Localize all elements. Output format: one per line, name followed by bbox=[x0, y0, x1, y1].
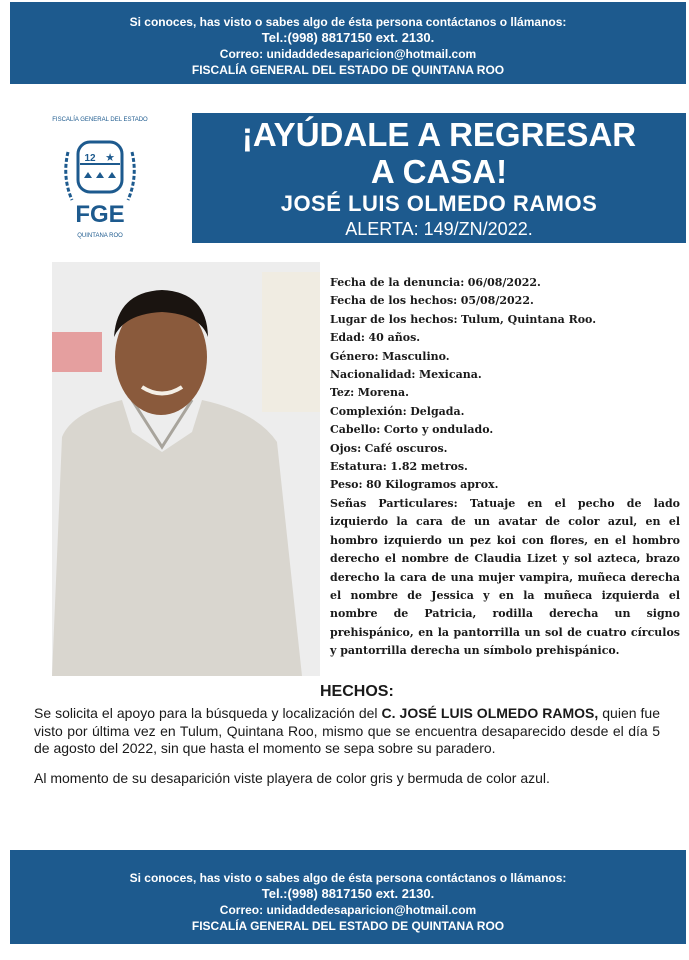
senas-value: Tatuaje en el pecho de lado izquierdo la cara de un avatar de color azul, en el hombro izquierdo un pez koi con flores, en el hombro derecho el nombre de Claudia Lizet y sol azteca, brazo derecho la cara de una mujer vampira, muñeca derecha el nombre de Jessica y en la muñeca izquierda el nombre de Patricia, rodilla derecha un signo prehispánico, en la pantorrilla un sol de cuatro círculos y pantorrilla derecha un símbolo prehispánico. bbox=[330, 496, 680, 658]
alert-number: ALERTA: 149/ZN/2022. bbox=[345, 219, 533, 239]
detail-row bbox=[330, 384, 680, 402]
detail-row bbox=[330, 440, 680, 458]
detail-row bbox=[330, 329, 680, 347]
detail-value: 40 años. bbox=[368, 331, 421, 345]
detail-label: Estatura: bbox=[330, 460, 387, 474]
detail-label: Fecha de los hechos: bbox=[330, 294, 458, 308]
detail-value: 80 Kilogramos aprox. bbox=[366, 478, 499, 492]
bottom-contact-banner bbox=[10, 850, 686, 944]
detail-row bbox=[330, 292, 680, 310]
logo-top-text: FISCALÍA GENERAL DEL ESTADO bbox=[52, 117, 148, 123]
hechos-p1-end: quien fue visto por última vez en Tulum, Quintana Roo, mismo que se encuentra desaparecido desde el día 5 de agosto del 2022, sin que hasta el momento se sepa sobre su paradero. bbox=[34, 705, 660, 756]
svg-text:12: 12 bbox=[84, 153, 96, 164]
banner-contact-line: Si conoces, has visto o sabes algo de ésta persona contáctanos o llámanos: bbox=[129, 871, 567, 885]
logo-bottom-text: QUINTANA ROO bbox=[77, 233, 123, 239]
svg-text:★: ★ bbox=[105, 151, 115, 164]
detail-value: 05/08/2022. bbox=[460, 294, 534, 308]
detail-row bbox=[330, 274, 680, 292]
detail-row bbox=[330, 421, 680, 439]
title-box bbox=[192, 113, 686, 243]
top-contact-banner bbox=[10, 2, 686, 84]
detail-row bbox=[330, 311, 680, 329]
banner-phone: Tel.:(998) 8817150 ext. 2130. bbox=[261, 886, 435, 901]
hechos-paragraph-1 bbox=[34, 705, 660, 758]
detail-label: Lugar de los hechos: bbox=[330, 312, 458, 326]
detail-value: Mexicana. bbox=[418, 368, 482, 382]
detail-value: Morena. bbox=[357, 386, 409, 400]
detail-label: Cabello: bbox=[330, 423, 381, 437]
detail-row bbox=[330, 476, 680, 494]
detail-value: Masculino. bbox=[382, 349, 450, 363]
detail-label: Complexión: bbox=[330, 404, 407, 418]
detail-label: Edad: bbox=[330, 331, 365, 345]
banner-agency: FISCALÍA GENERAL DEL ESTADO DE QUINTANA ROO bbox=[191, 919, 505, 933]
hechos-text bbox=[34, 705, 660, 799]
detail-row bbox=[330, 458, 680, 476]
distinguishing-marks bbox=[330, 495, 680, 661]
person-photo bbox=[52, 262, 320, 676]
fge-logo bbox=[50, 112, 150, 242]
person-name: JOSÉ LUIS OLMEDO RAMOS bbox=[280, 191, 598, 216]
detail-label: Peso: bbox=[330, 478, 363, 492]
banner-email: Correo: unidaddedesaparicion@hotmail.com bbox=[219, 47, 477, 61]
banner-contact-line: Si conoces, has visto o sabes algo de ésta persona contáctanos o llámanos: bbox=[129, 15, 567, 29]
detail-label: Tez: bbox=[330, 386, 355, 400]
detail-value: 1.82 metros. bbox=[390, 460, 468, 474]
detail-value: Tulum, Quintana Roo. bbox=[461, 312, 597, 326]
hechos-heading: HECHOS: bbox=[320, 683, 394, 700]
detail-value: 06/08/2022. bbox=[467, 276, 541, 289]
detail-row bbox=[330, 403, 680, 421]
detail-row bbox=[330, 348, 680, 366]
senas-label: Señas Particulares: bbox=[330, 496, 458, 510]
hechos-person-name: C. JOSÉ LUIS OLMEDO RAMOS, bbox=[381, 705, 599, 721]
headline-line1: ¡AYÚDALE A REGRESAR bbox=[241, 116, 637, 153]
detail-label: Nacionalidad: bbox=[330, 368, 416, 382]
detail-value: Corto y ondulado. bbox=[383, 423, 494, 437]
banner-phone: Tel.:(998) 8817150 ext. 2130. bbox=[261, 30, 435, 45]
detail-label: Género: bbox=[330, 349, 379, 363]
hechos-paragraph-2: Al momento de su desaparición viste playera de color gris y bermuda de color azul. bbox=[34, 769, 550, 786]
detail-value: Delgada. bbox=[410, 404, 465, 418]
detail-value: Café oscuros. bbox=[364, 441, 448, 455]
person-details bbox=[330, 274, 680, 661]
banner-email: Correo: unidaddedesaparicion@hotmail.com bbox=[219, 903, 477, 917]
detail-label: Fecha de la denuncia: bbox=[330, 276, 465, 289]
detail-label: Ojos: bbox=[330, 441, 362, 455]
headline-line2: A CASA! bbox=[370, 153, 508, 190]
hechos-p1-start: Se solicita el apoyo para la búsqueda y localización del bbox=[34, 705, 378, 721]
detail-row bbox=[330, 366, 680, 384]
banner-agency: FISCALÍA GENERAL DEL ESTADO DE QUINTANA ROO bbox=[191, 63, 505, 77]
logo-acronym: FGE bbox=[75, 201, 125, 228]
